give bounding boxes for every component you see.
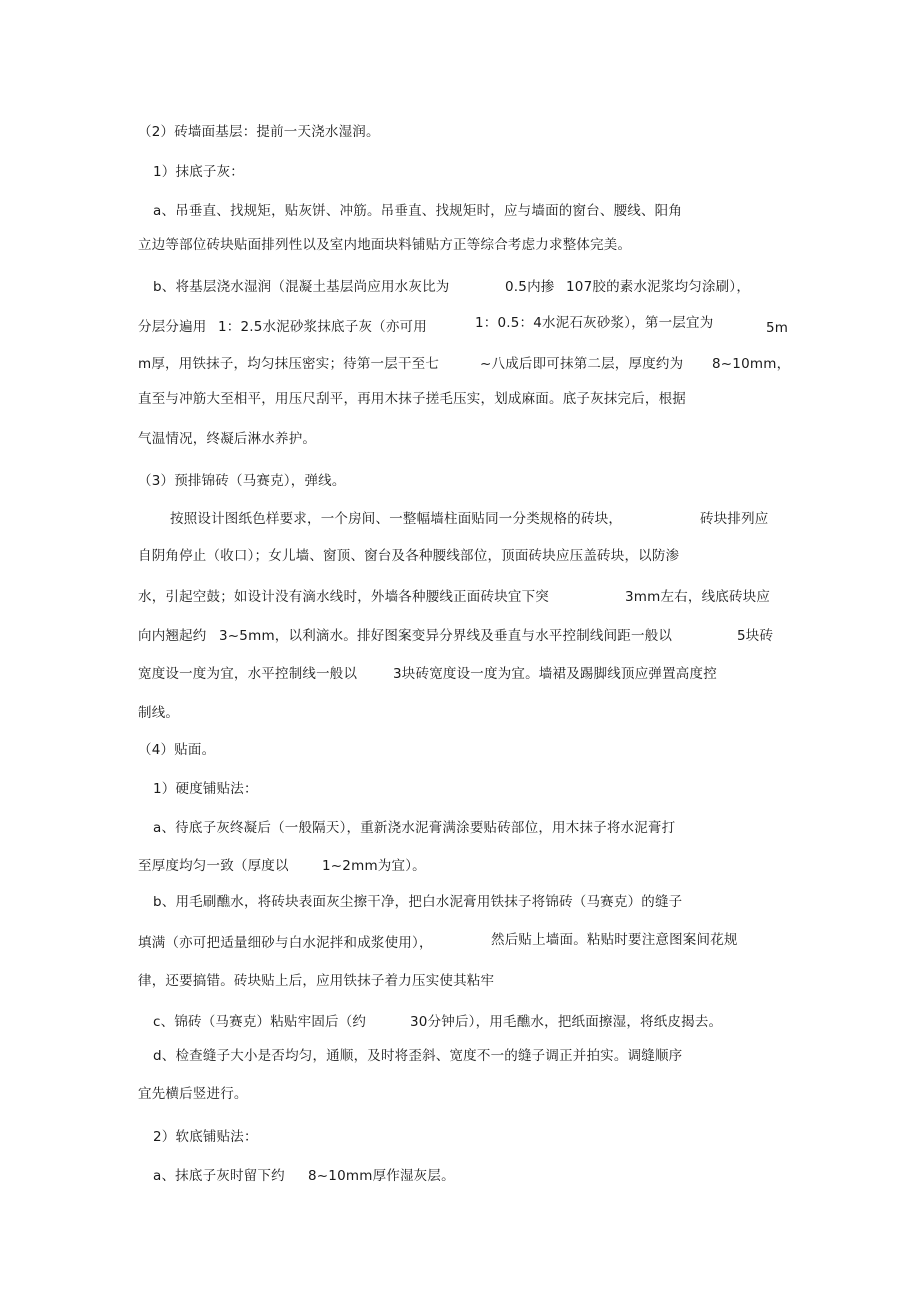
paragraph-fragment: 然后贴上墙面。粘贴时要注意图案间花规	[491, 932, 738, 948]
paragraph-fragment: 3~5mm，以利滴水。排好图案变异分界线及垂直与水平控制线间距一般以	[219, 628, 673, 644]
paragraph-line: 气温情况，终凝后淋水养护。	[138, 431, 317, 447]
paragraph-line: 宜先横后竖进行。	[138, 1086, 248, 1102]
paragraph-line: 向内翘起约	[138, 628, 207, 644]
step-1-heading: 1）抹底子灰：	[153, 164, 244, 180]
paragraph-fragment: 8~10mm厚作湿灰层。	[308, 1168, 455, 1184]
paragraph-line: a、抹底子灰时留下约	[153, 1168, 285, 1184]
paragraph-fragment: 30分钟后），用毛醮水，把纸面擦湿，将纸皮揭去。	[410, 1014, 723, 1030]
paragraph-fragment: 8~10mm，	[712, 356, 791, 372]
paragraph-line: 水，引起空鼓；如设计没有滴水线时，外墙各种腰线正面砖块宜下突	[138, 589, 549, 605]
paragraph-line: b、将基层浇水湿润（混凝土基层尚应用水灰比为	[153, 279, 450, 295]
paragraph-fragment: 1：0.5：4水泥石灰砂浆），第一层宜为	[475, 315, 714, 331]
paragraph-line: m厚，用铁抹子，均匀抹压密实；待第一层干至七	[138, 356, 440, 372]
paragraph-fragment: 107胶的素水泥浆均匀涂刷），	[566, 279, 751, 295]
paragraph-line: 分层分遍用	[138, 319, 207, 335]
section-4-heading: （4）贴面。	[138, 742, 216, 758]
step-1-heading: 1）硬度铺贴法：	[153, 781, 258, 797]
paragraph-fragment: 砖块排列应	[700, 511, 769, 527]
section-3-heading: （3）预排锦砖（马赛克），弹线。	[138, 473, 346, 489]
paragraph-line: a、吊垂直、找规矩，贴灰饼、冲筋。吊垂直、找规矩时，应与墙面的窗台、腰线、阳角	[153, 203, 683, 219]
paragraph-fragment: 3块砖宽度设一度为宜。墙裙及踢脚线顶应弹置高度控	[393, 666, 717, 682]
paragraph-line: 制线。	[138, 705, 180, 721]
paragraph-fragment: 5块砖	[737, 628, 774, 644]
paragraph-fragment: 3mm左右，线底砖块应	[625, 589, 771, 605]
section-2-heading: （2）砖墙面基层：提前一天浇水湿润。	[138, 124, 380, 140]
paragraph-fragment: 5m	[766, 320, 789, 336]
paragraph-line: 直至与冲筋大至相平，用压尺刮平，再用木抹子搓毛压实，划成麻面。底子灰抹完后，根据	[138, 391, 686, 407]
paragraph-fragment: ~八成后即可抹第二层，厚度约为	[480, 356, 684, 372]
paragraph-line: 填满（亦可把适量细砂与白水泥拌和成浆使用），	[138, 935, 433, 951]
paragraph-line: 立边等部位砖块贴面排列性以及室内地面块料铺贴方正等综合考虑力求整体完美。	[138, 237, 632, 253]
paragraph-line: d、检查缝子大小是否均匀，通顺，及时将歪斜、宽度不一的缝子调正并拍实。调缝顺序	[153, 1048, 683, 1064]
paragraph-line: a、待底子灰终凝后（一般隔天），重新浇水泥膏满涂要贴砖部位，用木抹子将水泥膏打	[153, 820, 676, 836]
paragraph-fragment: 1：2.5水泥砂浆抹底子灰（亦可用	[218, 319, 427, 335]
paragraph-line: 按照设计图纸色样要求，一个房间、一整幅墙柱面贴同一分类规格的砖块，	[170, 511, 623, 527]
paragraph-fragment: 1~2mm为宜）。	[322, 858, 426, 874]
paragraph-line: 至厚度均匀一致（厚度以	[138, 858, 289, 874]
paragraph-line: 律，还要搞错。砖块贴上后，应用铁抹子着力压实使其粘牢	[138, 973, 495, 989]
paragraph-line: 自阴角停止（收口）；女儿墙、窗顶、窗台及各种腰线部位，顶面砖块应压盖砖块，以防渗	[138, 548, 680, 564]
step-2-heading: 2）软底铺贴法：	[153, 1129, 258, 1145]
paragraph-fragment: 0.5内掺	[505, 279, 555, 295]
paragraph-line: c、锦砖（马赛克）粘贴牢固后（约	[153, 1014, 367, 1030]
paragraph-line: b、用毛刷醮水，将砖块表面灰尘擦干净，把白水泥膏用铁抹子将锦砖（马赛克）的缝子	[153, 894, 683, 910]
paragraph-line: 宽度设一度为宜，水平控制线一般以	[138, 666, 358, 682]
